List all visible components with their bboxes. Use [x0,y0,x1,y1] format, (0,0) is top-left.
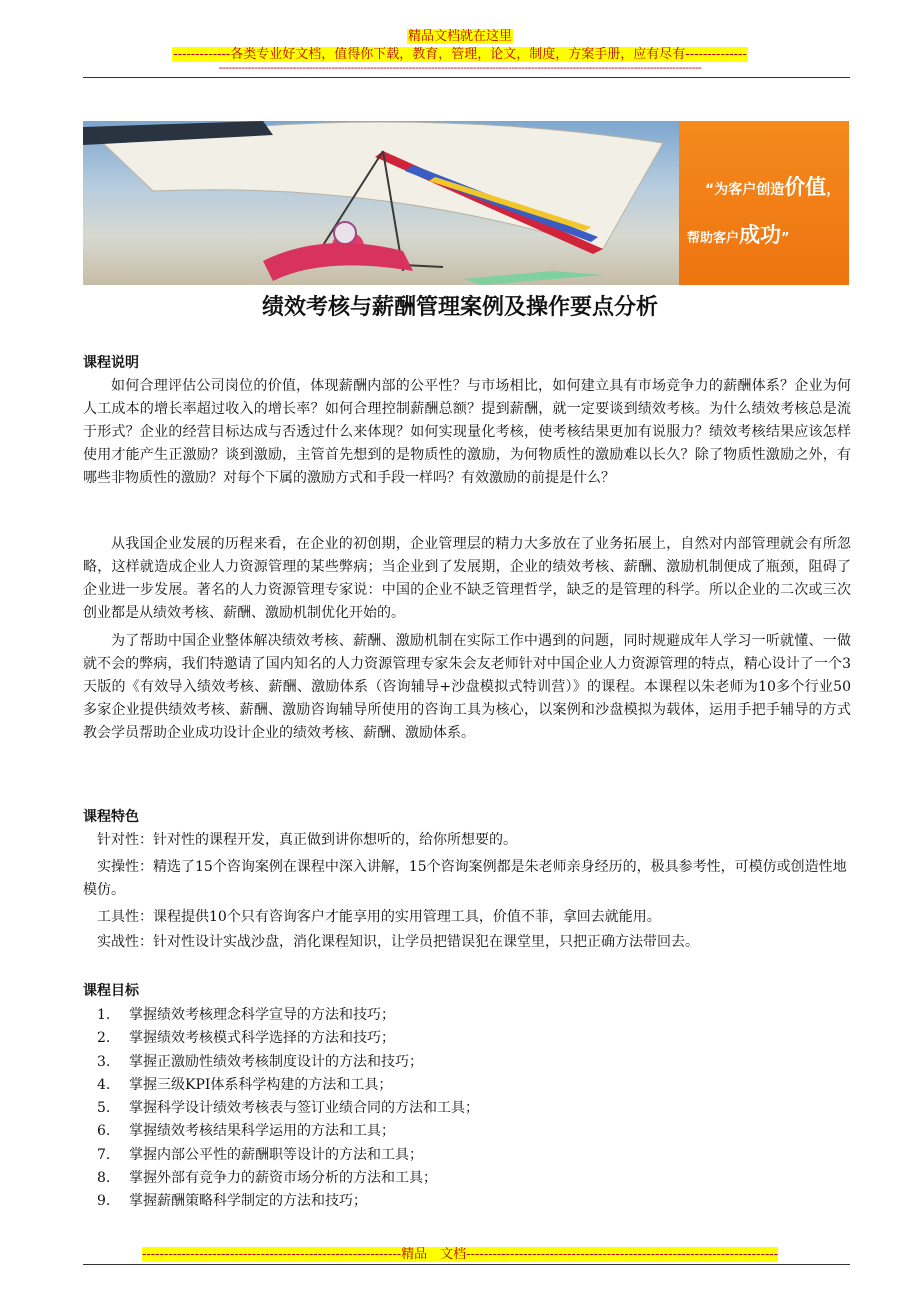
goals-list [83,1004,851,1214]
feature-item: 针对性：针对性的课程开发，真正做到讲你想听的，给你所想要的。 [97,832,517,848]
slogan-line-1 [705,171,840,201]
document-title: 绩效考核与薪酬管理案例及操作要点分析 [261,295,658,320]
feature-item: 实战性：针对性设计实战沙盘，消化课程知识，让学员把错误犯在课堂里，只把正确方法带回去。 [97,934,699,950]
footer-text: -----------------------------------------------------------精品 文档----------------------------------------------------------------------- [141,1247,779,1262]
list-text: 掌握三级KPI体系科学构建的方法和工具； [129,1076,393,1093]
list-number: 7. [97,1146,111,1163]
list-number: 1. [97,1007,111,1023]
hang-glider-illustration [83,121,679,285]
list-item [83,1051,851,1074]
header-rule [83,77,850,78]
slogan-emphasis: 价值 [784,175,827,199]
list-item [83,1167,851,1190]
header-tagline-text: -------------各类专业好文档，值得你下载，教育，管理，论文，制度，方案手册，应有尽有-------------- [173,47,747,62]
list-item [83,1144,851,1167]
slogan-panel [679,121,849,285]
list-item [83,1190,851,1213]
section-heading-description: 课程说明 [83,355,139,371]
list-number: 6. [97,1123,111,1140]
slogan-punct: ” [781,231,790,246]
footer-rule [83,1264,850,1265]
slogan-punct: ， [826,182,841,198]
list-item [83,1120,851,1143]
slogan-text: 帮助客户 [687,231,740,246]
slogan-emphasis: 成功 [739,223,782,247]
slogan-text: “为客户创造 [705,182,785,198]
header-tagline [0,43,920,63]
list-text: 掌握绩效考核结果科学运用的方法和工具； [129,1123,395,1140]
header-title-text: 精品文档就在这里 [407,29,512,44]
header-dashes: ------------------------------------------------------------------------------------------------------------------------------------------------------ [218,61,702,74]
list-number: 2. [97,1030,111,1047]
section-heading-goals: 课程目标 [83,983,139,999]
list-item [83,1027,851,1050]
list-text: 掌握正激励性绩效考核制度设计的方法和技巧； [129,1053,423,1070]
feature-item: 实操性：精选了15个咨询案例在课程中深入讲解，15个咨询案例都是朱老师亲身经历的，极具参考性，可模仿或创造性地模仿。 [83,859,847,898]
paragraph: 为了帮助中国企业整体解决绩效考核、薪酬、激励机制在实际工作中遇到的问题，同时规避成年人学习一听就懂、一做就不会的弊病，我们特邀请了国内知名的人力资源管理专家朱会友老师针对中国企业人力资源管理的特点，精心设计了一个3天版的《有效导入绩效考核、薪酬、激励体系（咨询辅导+沙盘模拟式特训营）》的课程。本课程以朱老师为10多个行业50多家企业提供绩效考核、薪酬、激励咨询辅导所使用的咨询工具为核心，以案例和沙盘模拟为载体，运用手把手辅导的方式教会学员帮助企业成功设计企业的绩效考核、薪酬、激励体系。 [83,633,851,741]
slogan-line-2 [687,219,790,249]
paragraph: 如何合理评估公司岗位的价值，体现薪酬内部的公平性？与市场相比，如何建立具有市场竞争力的薪酬体系？企业为何人工成本的增长率超过收入的增长率？如何合理控制薪酬总额？提到薪酬，就一定要谈到绩效考核。为什么绩效考核总是流于形式？企业的经营目标达成与否透过什么来体现？如何实现量化考核，使考核结果更加有说服力？绩效考核结果应该怎样使用才能产生正激励？谈到激励，主管首先想到的是物质性的激励，为何物质性的激励难以长久？除了物质性激励之外，有哪些非物质性的激励？对每个下属的激励方式和手段一样吗？有效激励的前提是什么？ [83,378,851,486]
list-text: 掌握外部有竞争力的薪资市场分析的方法和工具； [129,1170,437,1187]
list-number: 9. [97,1193,111,1210]
list-number: 5. [97,1100,111,1117]
banner [83,121,849,285]
footer [0,1243,920,1263]
list-item [83,1097,851,1120]
list-text: 掌握绩效考核理念科学宣导的方法和技巧； [129,1007,395,1023]
list-text: 掌握内部公平性的薪酬职等设计的方法和工具； [129,1146,423,1163]
list-item [83,1074,851,1097]
section-heading-features: 课程特色 [83,809,139,825]
list-number: 8. [97,1170,111,1187]
list-text: 掌握绩效考核模式科学选择的方法和技巧； [129,1030,395,1047]
list-number: 3. [97,1053,111,1070]
list-number: 4. [97,1076,111,1093]
paragraph: 从我国企业发展的历程来看，在企业的初创期，企业管理层的精力大多放在了业务拓展上，自然对内部管理就会有所忽略，这样就造成企业人力资源管理的某些弊病；当企业到了发展期，企业的绩效考核、薪酬、激励机制便成了瓶颈，阻碍了企业进一步发展。著名的人力资源管理专家说：中国的企业不缺乏管理哲学，缺乏的是管理的科学。所以企业的二次或三次创业都是从绩效考核、薪酬、激励机制优化开始的。 [83,536,851,621]
list-item [83,1004,851,1027]
feature-item: 工具性：课程提供10个只有咨询客户才能享用的实用管理工具，价值不菲，拿回去就能用。 [97,909,661,925]
hang-glider-photo [83,121,679,285]
list-text: 掌握科学设计绩效考核表与签订业绩合同的方法和工具； [129,1100,479,1117]
header-title [0,25,920,45]
list-text: 掌握薪酬策略科学制定的方法和技巧； [129,1193,367,1210]
